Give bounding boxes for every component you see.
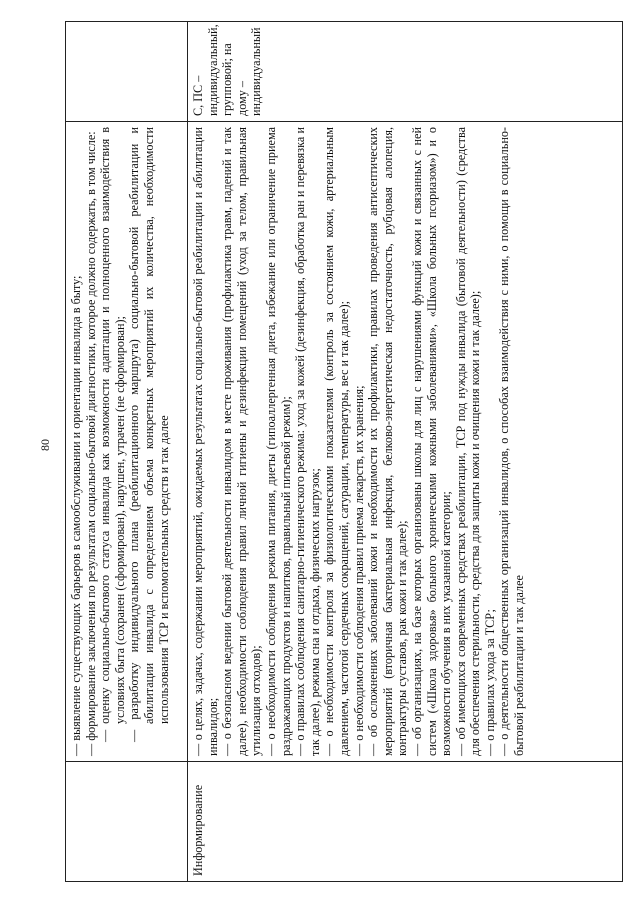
forms-cell: [66, 22, 188, 122]
list-item: — о правилах ухода за ТСР;: [482, 609, 497, 756]
rehabilitation-table: [65, 21, 623, 882]
page-number: 80: [38, 439, 52, 451]
table-row: [188, 22, 623, 882]
list-item: — о необходимости соблюдения режима питания, диеты (гипоаллергенная диета, избежание или ограничение приема раздражающих продуктов и напитков, правильный питьевой режим);: [263, 127, 293, 756]
list-item: — о необходимости контроля за физиологическими показателями (контроль за состоянием кожи, артериальным давлением, частотой сердечных сокращений, сатурации, температуры, вес и так далее);: [322, 127, 351, 756]
list-subitem: — оценку социально-бытового статуса инвалида как возможности адаптации и полноценного взаимодействия в условиях быта (сохранен (сформирован), нарушен, утрачен (не сформирован);: [98, 127, 127, 742]
list-item: — о необходимости соблюдения правил приема лекарств, их хранения;: [351, 385, 366, 756]
list-item: — о безопасном ведении бытовой деятельности инвалидом в месте проживания (профилактика травм, падений и так далее), необходимости соблюдения правил личной гигиены и дезинфекции помещений (уход за телом, правильная утилизация отходов);: [220, 127, 264, 756]
list-subitem: — разработку индивидуального плана (реабилитационного маршрута) социально-бытовой реабилитации и абилитации инвалида с определением объема конкретных мероприятий их количества, необходимости использования ТСР и вспомогательных средств и так далее: [127, 127, 171, 742]
list-item: — о целях, задачах, содержании мероприятий, ожидаемых результатах социально-бытовой реабилитации и абилитации инвалидов;: [191, 127, 220, 756]
list-item: — выявление существующих барьеров в самообслуживании и ориентации инвалида в быту;: [69, 275, 83, 756]
category-cell: Информирование: [188, 762, 623, 882]
list-item: — о правилах соблюдения санитарно-гигиенического режима: уход за кожей (дезинфекция, обработка ран и перевязка и так далее), режима сна и отдыха, физических нагрузок;: [293, 127, 322, 756]
list-item: — формирование заключения по результатам социально-бытовой диагностики, которое должно содержать, в том числе:: [83, 131, 98, 756]
list-item: — об осложнениях заболеваний кожи и необходимости их профилактики, правилах проведения антисептических мероприятий (вторичная бактериальная инфекция, белково-энергетическая недостаточность, рубцовая алопеция, контрактуры суставов, рак кожи и так далее);: [366, 127, 410, 756]
forms-cell: С, ПС – индивидуальный, групповой; на дому – индивидуальный: [188, 22, 623, 122]
content-cell: [188, 122, 623, 762]
list-item: — об организациях, на базе которых организованы школы для лиц с нарушениями функций кожи и связанных с ней систем («Школа здоровья» больного хроническими кожными заболеваниями», «Школа больных псориазом») и о возможности обучения в них указанной категории;: [409, 127, 454, 756]
list-item: — о деятельности общественных организаций инвалидов, о способах взаимодействия с ними, о помощи в социально-бытовой реабилитации и так далее: [497, 127, 527, 756]
document-sheet: [65, 22, 622, 882]
content-cell: [66, 122, 188, 762]
category-cell: [66, 762, 188, 882]
table-row: [66, 22, 188, 882]
list-item: — об имеющихся современных средствах реабилитации, ТСР под нужды инвалида (бытовой деятельности) (средства для обеспечения стерильности, средства для защиты кожи и очищения кожи и так далее);: [453, 127, 483, 756]
